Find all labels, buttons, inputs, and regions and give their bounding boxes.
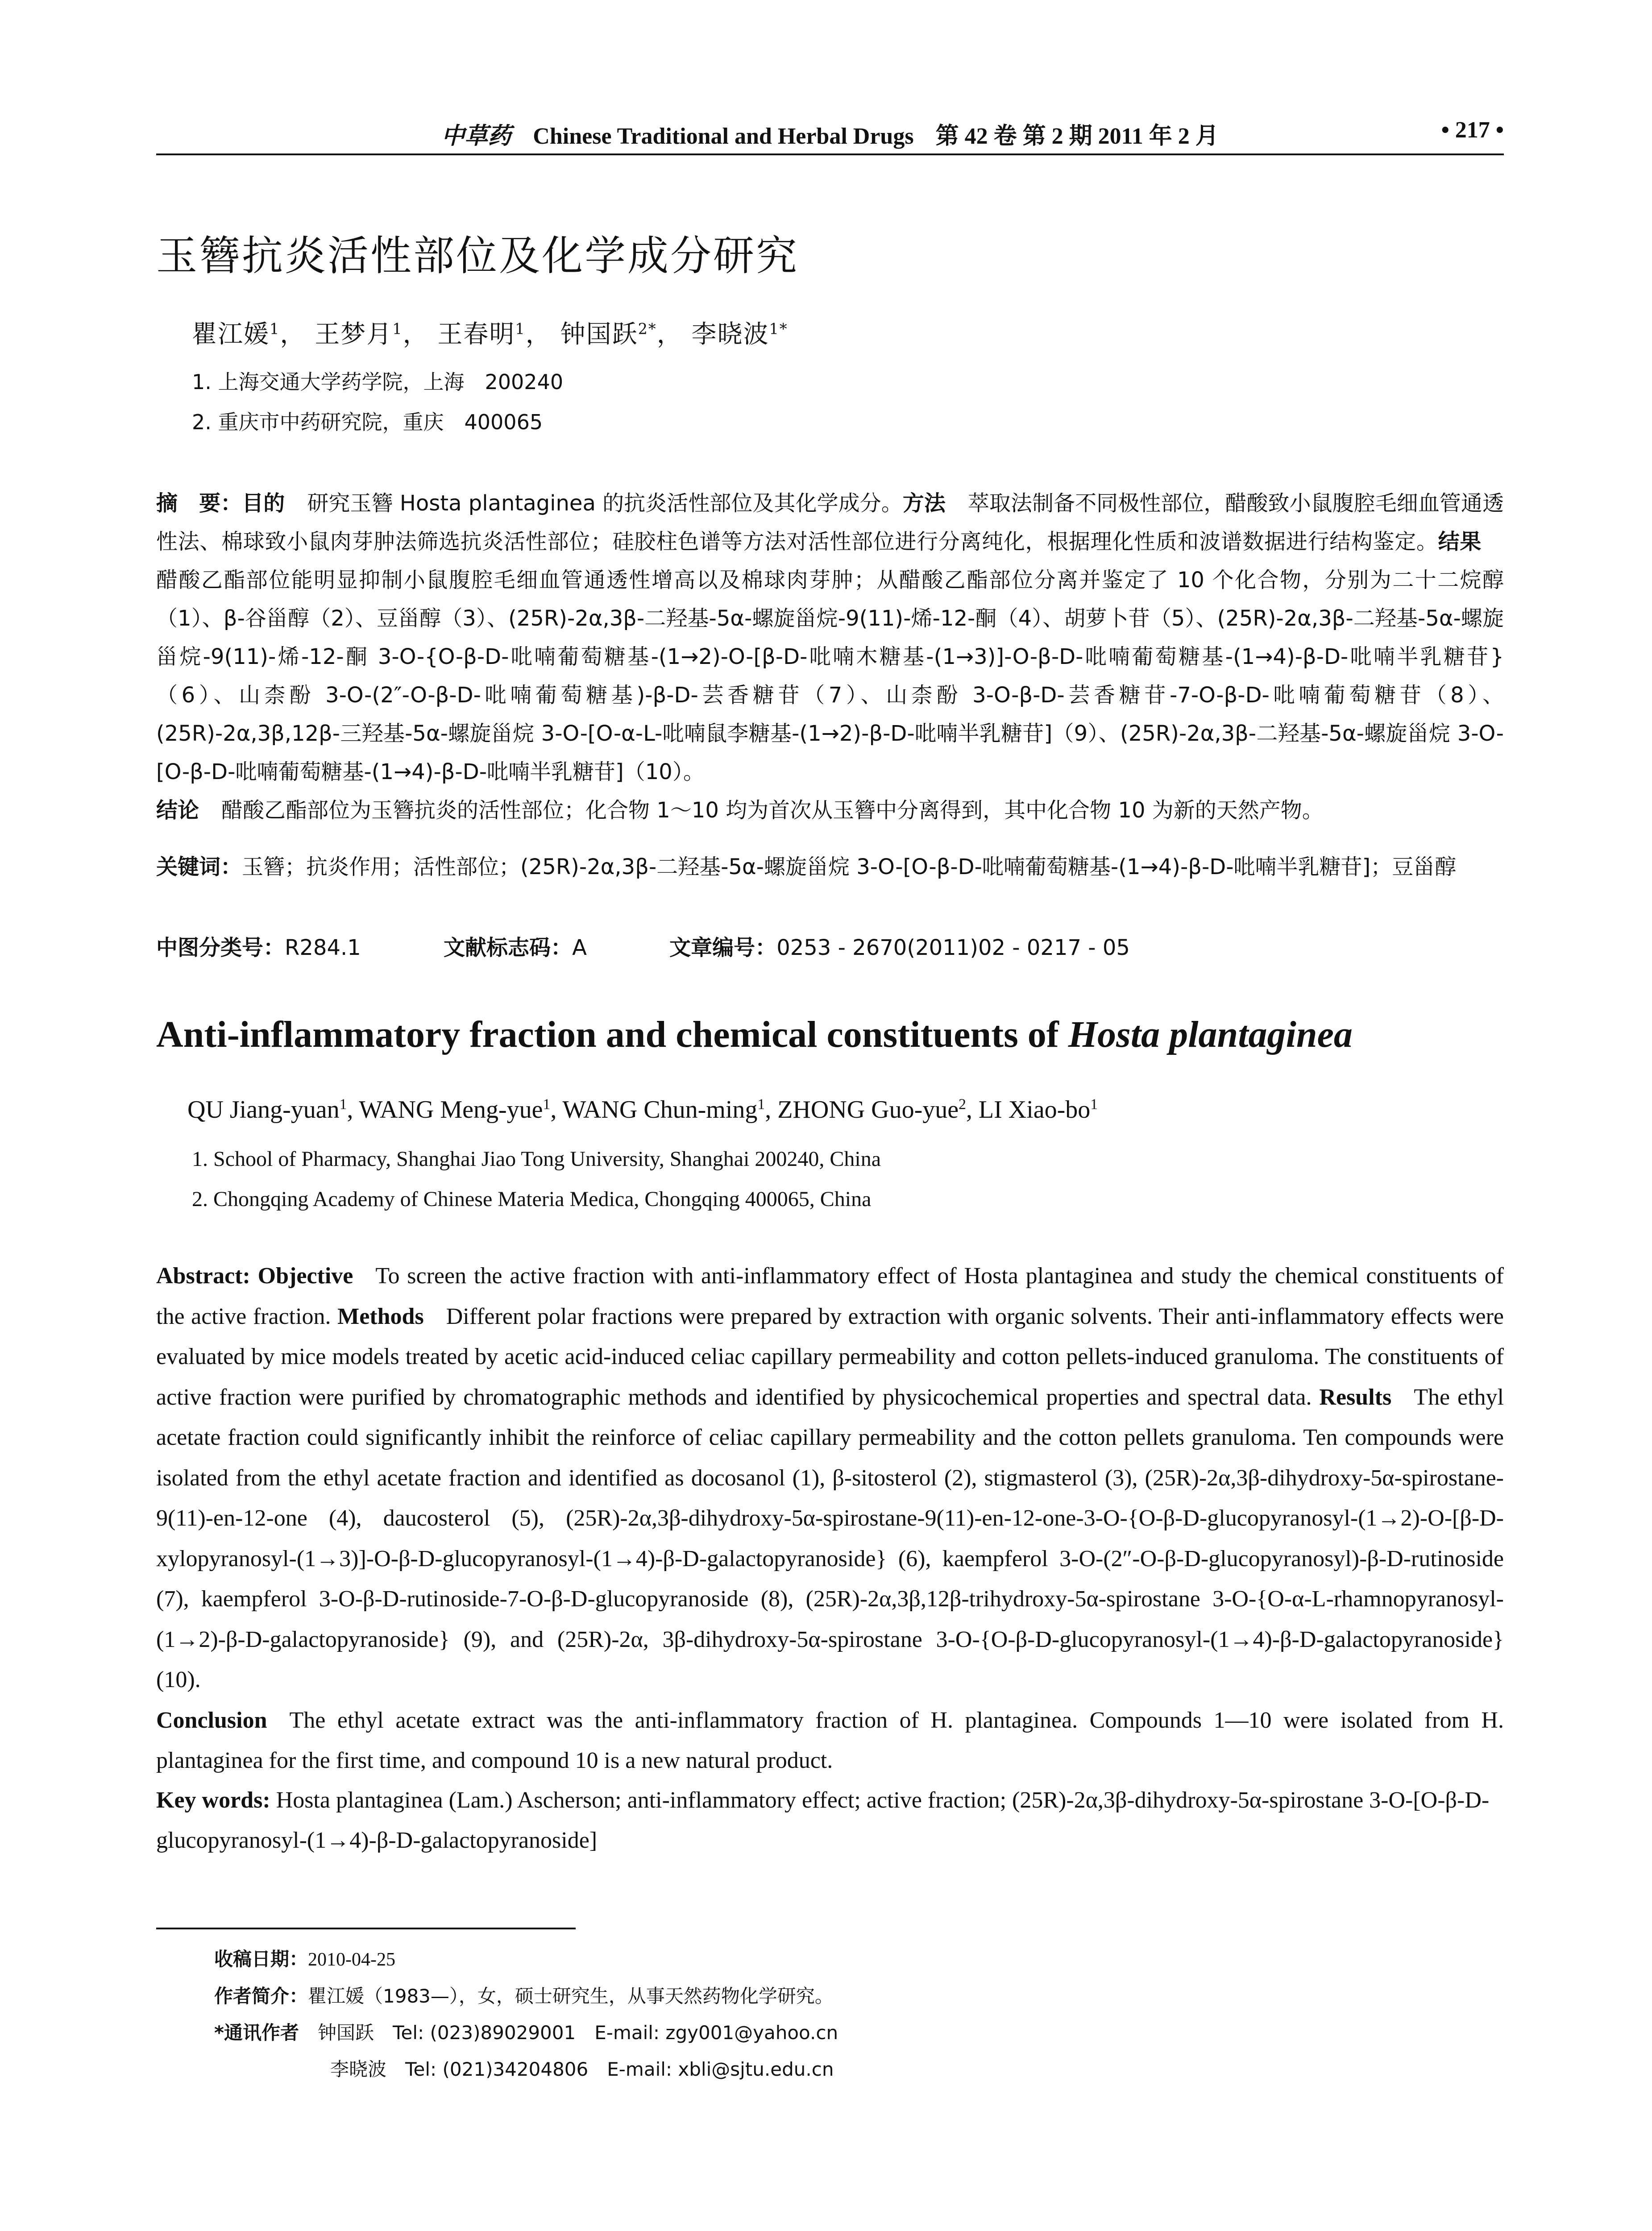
abstract-en <box>156 1256 1504 1781</box>
article-no-value: 0253 - 2670(2011)02 - 0217 - 05 <box>776 935 1130 960</box>
author-name: 钟国跃 <box>560 320 638 349</box>
conclusion-label-cn: 结论 <box>156 798 199 823</box>
abstract-label-en: Abstract: <box>156 1263 250 1289</box>
corr-contact-1: 钟国跃 Tel: (023)89029001 E-mail: zgy001@yahoo.cn <box>317 2022 838 2044</box>
author-affiliation-mark: 2 <box>959 1096 966 1113</box>
results-text-cn: 醋酸乙酯部位能明显抑制小鼠腹腔毛细血管通透性增高以及棉球肉芽肿；从醋酸乙酯部位分离并鉴定了 10 个化合物，分别为二十二烷醇（1）、β-谷甾醇（2）、豆甾醇（3）、(25R)-2α,3β-二羟基-5α-螺旋甾烷-9(11)-烯-12-酮（4）、胡萝卜苷（5）、(25R)-2α,3β-二羟基-5α-螺旋甾烷-9(11)-烯-12-酮 3-O-{O-β-D-吡喃葡萄糖基-(1→2)-O-[β-D-吡喃木糖基-(1→3)]-O-β-D-吡喃葡萄糖基-(1→4)-β-D-吡喃半乳糖苷}（6）、山柰酚 3-O-(2″-O-β-D-吡喃葡萄糖基)-β-D-芸香糖苷（7）、山柰酚 3-O-β-D-芸香糖苷-7-O-β-D-吡喃葡萄糖苷（8）、(25R)-2α,3β,12β-三羟基-5α-螺旋甾烷 3-O-[O-α-L-吡喃鼠李糖基-(1→2)-β-D-吡喃半乳糖苷]（9）、(25R)-2α,3β-二羟基-5α-螺旋甾烷 3-O-[O-β-D-吡喃葡萄糖基-(1→4)-β-D-吡喃半乳糖苷]（10）。 <box>156 568 1504 784</box>
classification-line <box>156 930 1504 961</box>
abstract-label-cn: 摘 要： <box>156 491 242 516</box>
author-bio <box>214 1978 838 2015</box>
corr-label: *通讯作者 <box>214 2022 299 2044</box>
page-number: • 217 • <box>1441 117 1504 143</box>
results-label-en: Results <box>1319 1384 1392 1410</box>
title-en-species: Hosta plantaginea <box>1068 1014 1353 1055</box>
affiliation-cn-2: 2. 重庆市中药研究院，重庆 400065 <box>192 410 543 434</box>
corr-contact-2: 李晓波 Tel: (021)34204806 E-mail: xbli@sjtu.edu.cn <box>330 2058 834 2080</box>
received-date <box>214 1941 838 1978</box>
header-rule <box>156 153 1504 155</box>
clc-value: R284.1 <box>285 935 361 960</box>
affiliation-cn-1: 1. 上海交通大学药学院，上海 200240 <box>192 370 564 394</box>
author-affiliation-mark: 1 <box>757 1096 765 1113</box>
author-affiliation-mark: 1 <box>392 320 403 338</box>
methods-label-en: Methods <box>337 1303 424 1329</box>
objective-label-cn: 目的 <box>242 491 285 516</box>
author-affiliation-mark: 2* <box>638 320 657 338</box>
methods-label-cn: 方法 <box>902 491 946 516</box>
corresponding-author-1 <box>214 2015 838 2051</box>
objective-text-cn: 研究玉簪 Hosta plantaginea 的抗炎活性部位及其化学成分。 <box>307 491 903 516</box>
keywords-label-cn: 关键词： <box>156 854 242 879</box>
journal-name-cn: 中草药 <box>441 122 511 149</box>
clc-code <box>156 930 361 961</box>
title-en-main: Anti-inflammatory fraction and chemical constituents of <box>156 1014 1068 1055</box>
author-name: ZHONG Guo-yue <box>777 1096 959 1124</box>
author-name: 李晓波 <box>691 320 769 349</box>
received-label: 收稿日期： <box>214 1948 308 1970</box>
received-value: 2010-04-25 <box>308 1949 395 1970</box>
keywords-cn <box>156 848 1504 886</box>
keywords-text-cn: 玉簪；抗炎作用；活性部位；(25R)-2α,3β-二羟基-5α-螺旋甾烷 3-O-[O-β-D-吡喃葡萄糖基-(1→4)-β-D-吡喃半乳糖苷]；豆甾醇 <box>242 854 1457 879</box>
results-text-en: The ethyl acetate fraction could significantly inhibit the reinforce of celiac capillary permeability and the cotton pellets granuloma. Ten compounds were isolated from the ethyl acetate fraction and identified as docosanol (1), β-sitosterol (2), stigmasterol (3), (25R)-2α,3β-dihydroxy-5α-spirostane-9(11)-en-12-one (4), daucosterol (5), (25R)-2α,3β-dihydroxy-5α-spirostane-9(11)-en-12-one-3-O-{O-β-D-glucopyranosyl-(1→2)-O-[β-D-xylopyranosyl-(1→3)]-O-β-D-glucopyranosyl-(1→4)-β-D-galactopyranoside} (6), kaempferol 3-O-(2″-O-β-D-glucopyranosyl)-β-D-rutinoside (7), kaempferol 3-O-β-D-rutinoside-7-O-β-D-glucopyranoside (8), (25R)-2α,3β,12β-trihydroxy-5α-spirostane 3-O-{O-α-L-rhamnopyranosyl-(1→2)-β-D-galactopyranoside} (9), and (25R)-2α, 3β-dihydroxy-5α-spirostane 3-O-{O-β-D-glucopyranosyl-(1→4)-β-D-galactopyranoside} (10). <box>156 1384 1504 1692</box>
journal-issue: 第 42 卷 第 2 期 2011 年 2 月 <box>935 124 1219 149</box>
author-name: LI Xiao-bo <box>978 1096 1091 1124</box>
abstract-cn <box>156 484 1504 829</box>
author-name: QU Jiang-yuan <box>187 1096 340 1124</box>
clc-label: 中图分类号： <box>156 935 285 960</box>
affiliation-en-2: 2. Chongqing Academy of Chinese Materia Medica, Chongqing 400065, China <box>192 1187 872 1211</box>
author-name: WANG Meng-yue <box>359 1096 543 1124</box>
objective-text-en: To screen the active fraction with anti-inflammatory effect of Hosta plantaginea and study the chemical constituents of the active fraction. <box>156 1263 1504 1329</box>
author-affiliation-mark: 1 <box>1090 1096 1098 1113</box>
author-list-en: QU Jiang-yuan$^1$, WANG Meng-yue$^1$, WANG Chun-ming$^1$, ZHONG Guo-yue$^2$, LI Xiao-$bo^1$ <box>187 1096 1098 1124</box>
paper-title-cn: 玉簪抗炎活性部位及化学成分研究 <box>156 232 799 280</box>
running-header <box>156 117 1504 153</box>
author-name: 王春明 <box>437 320 515 349</box>
article-number <box>669 930 1130 961</box>
affiliation-en-1: 1. School of Pharmacy, Shanghai Jiao Tong University, Shanghai 200240, China <box>192 1147 881 1171</box>
conclusion-text-en: The ethyl acetate extract was the anti-inflammatory fraction of H. plantaginea. Compounds 1—10 were isolated from H. plantaginea for the first time, and compound 10 is a new natural product. <box>156 1707 1504 1773</box>
footnotes <box>214 1941 838 2088</box>
article-no-label: 文章编号： <box>669 935 777 960</box>
author-name: WANG Chun-ming <box>562 1096 758 1124</box>
doc-code-value: A <box>572 935 587 960</box>
author-name: 瞿江媛 <box>192 320 270 349</box>
doc-code-label: 文献标志码： <box>444 935 573 960</box>
journal-name-en: Chinese Traditional and Herbal Drugs <box>533 124 914 149</box>
author-affiliation-mark: 1* <box>769 320 788 338</box>
bio-text: 瞿江媛（1983—），女，硕士研究生，从事天然药物化学研究。 <box>308 1985 834 2007</box>
paper-title-en <box>156 1013 1353 1056</box>
keywords-en <box>156 1780 1504 1861</box>
methods-text-cn: 萃取法制备不同极性部位，醋酸致小鼠腹腔毛细血管通透性法、棉球致小鼠肉芽肿法筛选抗炎活性部位；硅胶柱色谱等方法对活性部位进行分离纯化，根据理化性质和波谱数据进行结构鉴定。 <box>156 491 1504 554</box>
bio-label: 作者简介： <box>214 1985 308 2007</box>
footnote-rule <box>156 1928 576 1929</box>
conclusion-label-en: Conclusion <box>156 1707 267 1733</box>
conclusion-text-cn: 醋酸乙酯部位为玉簪抗炎的活性部位；化合物 1～10 均为首次从玉簪中分离得到，其中化合物 10 为新的天然产物。 <box>221 798 1324 823</box>
author-affiliation-mark: 1 <box>515 320 526 338</box>
author-affiliation-mark: 1 <box>270 320 280 338</box>
author-name: 王梦月 <box>315 320 393 349</box>
methods-text-en: Different polar fractions were prepared by extraction with organic solvents. Their anti-inflammatory effects were evaluated by mice models treated by acetic acid-induced celiac capillary permeability and cotton pellets-induced granuloma. The constituents of active fraction were purified by chromatographic methods and identified by physicochemical properties and spectral data. <box>156 1303 1504 1410</box>
corresponding-author-2 <box>214 2051 838 2088</box>
author-affiliation-mark: 1 <box>339 1096 347 1113</box>
results-label-cn: 结果 <box>1438 529 1482 554</box>
document-code <box>444 930 587 961</box>
author-list-cn: 瞿江媛$^1$， 王梦月$^1$， 王春明$^1$， 钟国跃$^{2*}$， 李晓波$^{1*}$ <box>192 320 788 349</box>
objective-label-en: Objective <box>257 1263 353 1289</box>
keywords-label-en: Key words: <box>156 1787 270 1813</box>
journal-line <box>156 117 1504 150</box>
author-affiliation-mark: 1 <box>543 1096 551 1113</box>
keywords-text-en: Hosta plantaginea (Lam.) Ascherson; anti-inflammatory effect; active fraction; (25R)-2α,3β-dihydroxy-5α-spirostane 3-O-[O-β-D-glucopyranosyl-(1→4)-β-D-galactopyranoside] <box>156 1787 1490 1853</box>
